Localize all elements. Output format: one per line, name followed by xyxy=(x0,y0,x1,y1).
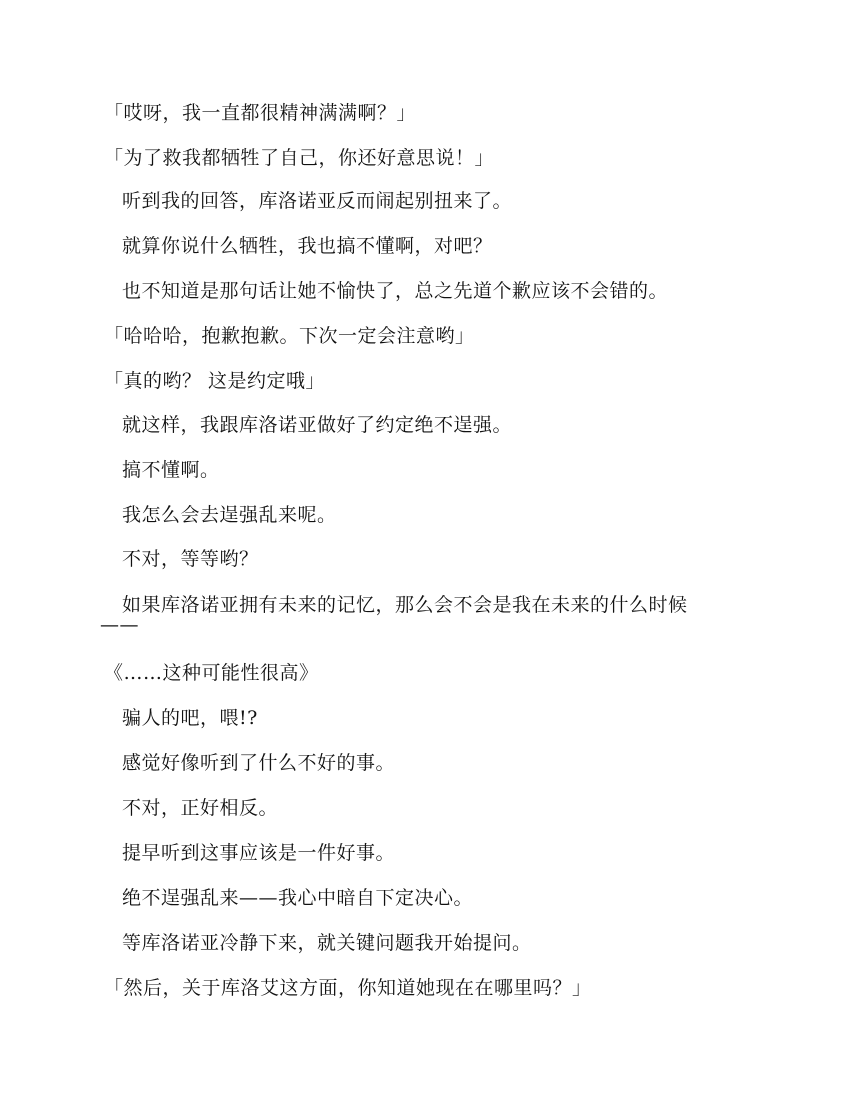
paragraph-line: —— xyxy=(100,614,139,636)
paragraph-line: 「哈哈哈，抱歉抱歉。下次一定会注意哟」 xyxy=(104,325,475,347)
paragraph-line: 骗人的吧，喂!? xyxy=(122,707,258,729)
paragraph-line: 《……这种可能性很高》 xyxy=(104,662,319,684)
paragraph-line: 听到我的回答，库洛诺亚反而闹起别扭来了。 xyxy=(122,190,513,212)
paragraph-line: 不对，等等哟？ xyxy=(122,548,259,570)
paragraph-line: 感觉好像听到了什么不好的事。 xyxy=(122,752,396,774)
paragraph-line: 「真的哟？ 这是约定哦」 xyxy=(104,370,326,392)
paragraph-line: 绝不逞强乱来——我心中暗自下定决心。 xyxy=(122,887,474,909)
paragraph-line: 提早听到这事应该是一件好事。 xyxy=(122,842,396,864)
paragraph-line: 也不知道是那句话让她不愉快了，总之先道个歉应该不会错的。 xyxy=(122,280,669,302)
paragraph-line: 我怎么会去逞强乱来呢。 xyxy=(122,504,337,526)
paragraph-line: 「哎呀，我一直都很精神满满啊？」 xyxy=(104,102,417,124)
paragraph-line: 如果库洛诺亚拥有未来的记忆，那么会不会是我在未来的什么时候 xyxy=(122,594,688,616)
paragraph-line: 就算你说什么牺牲，我也搞不懂啊，对吧？ xyxy=(122,235,493,257)
paragraph-line: 等库洛诺亚冷静下来，就关键问题我开始提问。 xyxy=(122,932,532,954)
paragraph-line: 「然后，关于库洛艾这方面，你知道她现在在哪里吗？」 xyxy=(104,977,592,999)
paragraph-line: 就这样，我跟库洛诺亚做好了约定绝不逞强。 xyxy=(122,414,513,436)
paragraph-line: 搞不懂啊。 xyxy=(122,459,220,481)
paragraph-line: 「为了救我都牺牲了自己，你还好意思说！」 xyxy=(104,147,495,169)
paragraph-line: 不对，正好相反。 xyxy=(122,797,279,819)
